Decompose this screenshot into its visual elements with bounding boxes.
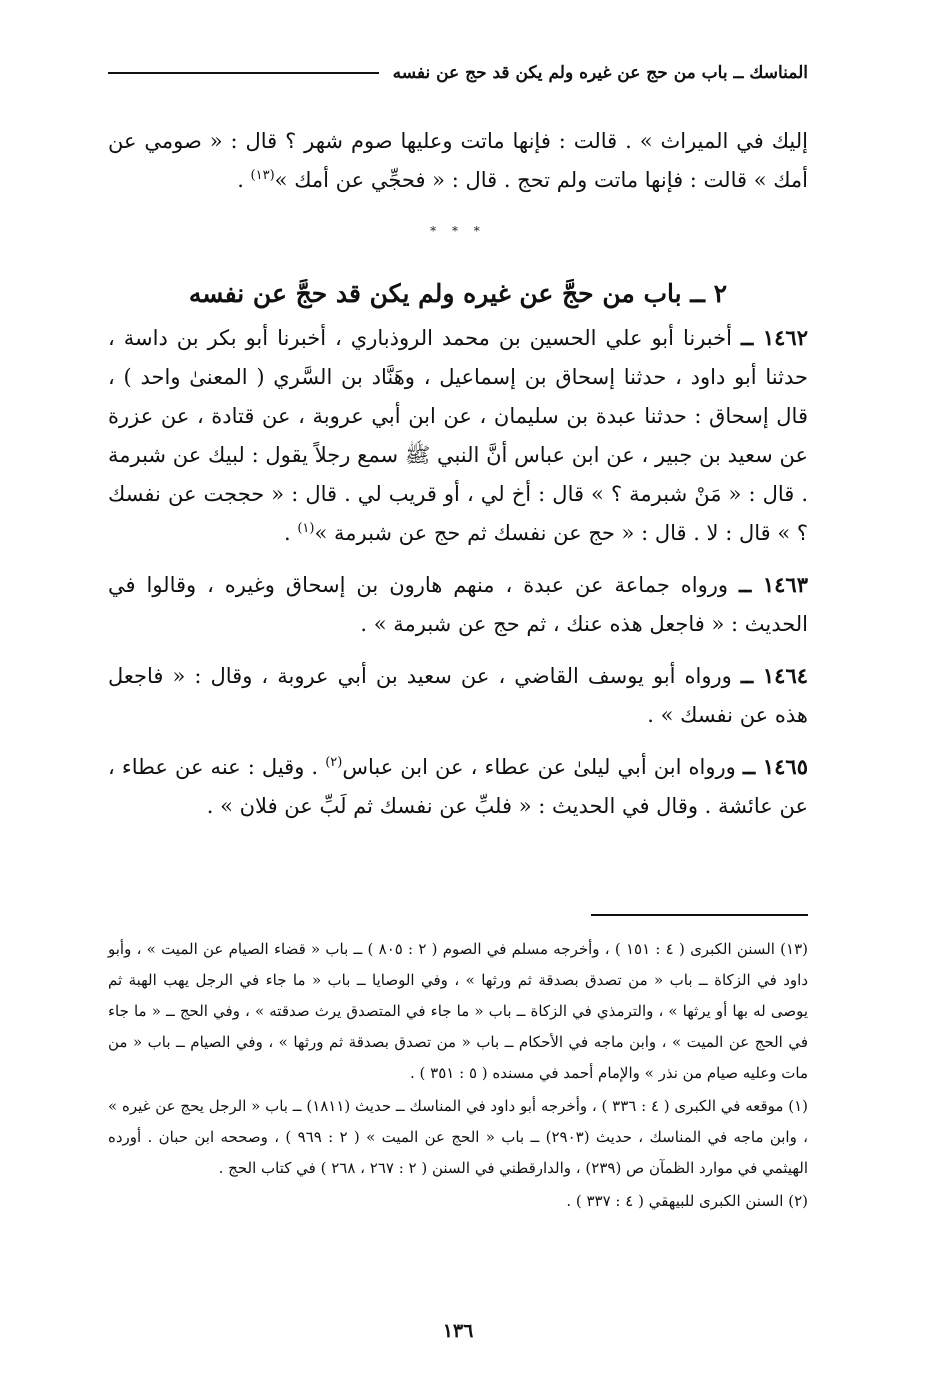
hadith-number: ١٤٦٣ ــ (738, 572, 808, 597)
footnote-ref: (١٣) (250, 168, 275, 183)
hadith-1464 (108, 656, 808, 735)
footnote-rule (591, 914, 808, 916)
footnote-1: (١) موقعه في الكبرى ( ٤ : ٣٣٦ ) ، وأخرجه أبو داود في المناسك ــ حديث (١٨١١) ــ باب « الرجل يحج عن غيره » ، وابن ماجه في المناسك ، حديث (٢٩٠٣) ــ باب « الحج عن الميت » ( ٢ : ٩٦٩ ) ، وصححه ابن حبان . أورده الهيثمي في موارد الظمآن ص (٢٣٩) ، والدارقطني في السنن ( ٢ : ٢٦٧ ، ٢٦٨ ) في كتاب الحج . (108, 1097, 809, 1177)
hadith-text: ورواه أبو يوسف القاضي ، عن سعيد بن أبي عروبة ، وقال : « فاجعل هذه عن نفسك » . (108, 664, 808, 727)
running-title: المناسك ــ باب من حج عن غيره ولم يكن قد حج عن نفسه (392, 63, 808, 83)
hadith-1463 (108, 565, 808, 644)
running-header (108, 58, 808, 88)
footnote-ref: (٢) (325, 755, 343, 770)
footnote-13: (١٣) السنن الكبرى ( ٤ : ١٥١ ) ، وأخرجه مسلم في الصوم ( ٢ : ٨٠٥ ) ــ باب « قضاء الصيام عن الميت » ، وأبو داود في الزكاة ــ باب « من تصدق بصدقة ثم ورثها » ، وفي الوصايا ــ باب « ما جاء في الرجل يهب الهبة ثم يوصى له بها أو يرثها » ، والترمذي في الزكاة ــ باب « ما جاء في المتصدق يرث صدقته » ، وفي الحج ــ « ما جاء في الحج عن الميت » ، وابن ماجه في الأحكام ــ باب « من تصدق بصدقة ثم ورثها » ، وفي الصيام ــ باب « من مات وعليه صيام من نذر » والإمام أحمد في مسنده ( ٥ : ٣٥١ ) . (108, 940, 809, 1082)
hadith-text: ورواه جماعة عن عبدة ، منهم هارون بن إسحاق وغيره ، وقالوا في الحديث : « فاجعل هذه عنك ، ثم حج عن شبرمة » . (108, 573, 808, 636)
hadith-end: . وقيل : عنه عن عطاء ، عن عائشة . وقال في الحديث : « فلبِّ عن نفسك ثم لَبِّ عن فلان » . (108, 755, 808, 818)
footnote-2: (٢) السنن الكبرى للبيهقي ( ٤ : ٣٣٧ ) . (566, 1192, 808, 1210)
footnotes (108, 934, 808, 1219)
hadith-1462 (108, 318, 808, 553)
hadith-number: ١٤٦٢ ــ (740, 325, 808, 350)
chapter-title: ٢ ــ باب من حجَّ عن غيره ولم يكن قد حجَّ عن نفسه (188, 279, 728, 308)
hadith-number: ١٤٦٥ ــ (742, 754, 808, 779)
book-page (108, 58, 808, 1348)
hadith-text: ورواه ابن أبي ليلىٰ عن عطاء ، عن ابن عباس (342, 755, 736, 779)
page-number: ١٣٦ (442, 1320, 474, 1342)
section-separator: * * * (430, 224, 486, 238)
intro-text: إليك في الميراث » . قالت : فإنها ماتت وعليها صوم شهر ؟ قال : « صومي عن أمك » قالت : فإنها ماتت ولم تحج . قال : « فحجِّي عن أمك » (108, 129, 808, 192)
header-rule (108, 72, 379, 74)
footnote-ref: (١) (297, 521, 315, 536)
intro-paragraph (108, 122, 808, 200)
hadith-text: أخبرنا أبو علي الحسين بن محمد الروذباري ، أخبرنا أبو بكر بن داسة ، حدثنا أبو داود ، حدثنا إسحاق بن إسماعيل ، وهَنَّاد بن السَّري ( المعنىٰ واحد ) ، قال إسحاق : حدثنا عبدة بن سليمان ، عن ابن أبي عروبة ، عن قتادة ، عن عزرة عن سعيد بن جبير ، عن ابن عباس أنَّ النبي ﷺ سمع رجلاً يقول : لبيك عن شبرمة . قال : « مَنْ شبرمة ؟ » قال : أخ لي ، أو قريب لي . قال : « حججت عن نفسك ؟ » قال : لا . قال : « حج عن نفسك ثم حج عن شبرمة » (108, 326, 808, 545)
intro-end: . (237, 168, 251, 192)
hadith-1465 (108, 747, 808, 826)
hadith-end: . (283, 521, 298, 545)
hadith-number: ١٤٦٤ ــ (740, 663, 809, 688)
